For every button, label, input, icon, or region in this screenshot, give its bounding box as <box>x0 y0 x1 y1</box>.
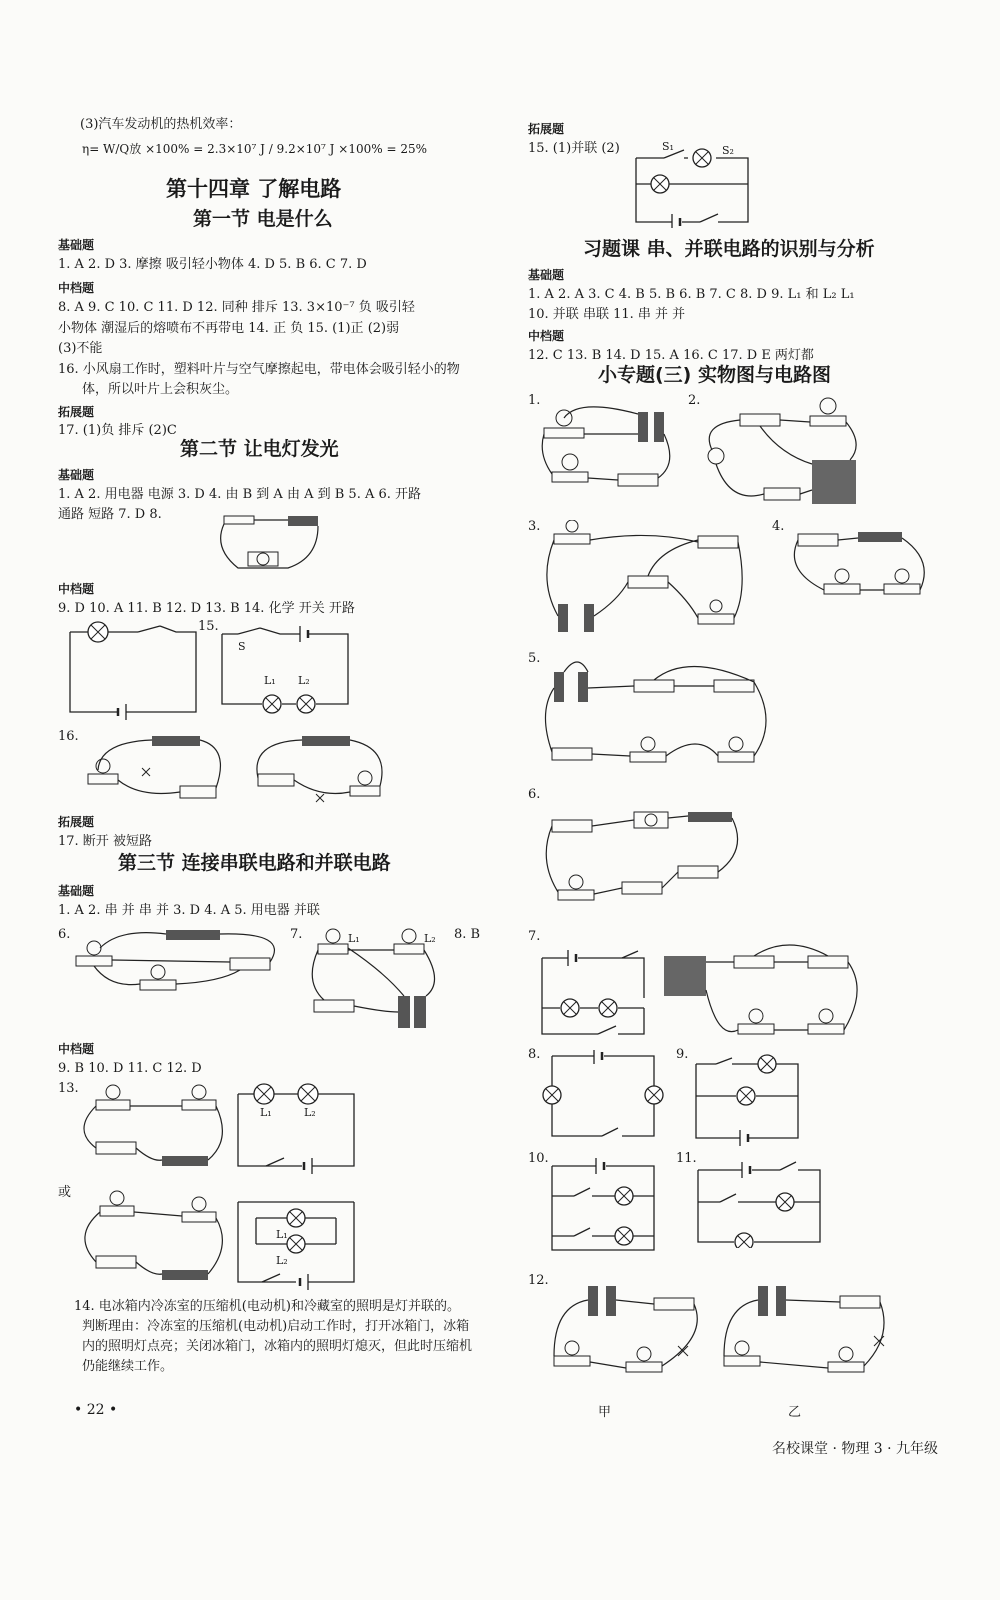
topic-9-label: 9. <box>676 1047 689 1062</box>
battery-icon <box>688 812 732 822</box>
s1-ext-answer: 17. (1)负 排斥 (2)C <box>58 423 177 438</box>
page-number: • 22 • <box>74 1402 118 1418</box>
s1-mid-ans-5: 体，所以叶片上会积灰尘。 <box>82 382 239 397</box>
switch-icon <box>138 626 160 632</box>
topic-11-circuit-diagram <box>694 1158 824 1248</box>
s3-basic-answers: 1. A 2. 串 并 串 并 3. D 4. A 5. 用电器 并联 <box>58 903 320 918</box>
s1-mid-ans-4: 16. 小风扇工作时，塑料叶片与空气摩擦起电，带电体会吸引轻小的物 <box>58 362 460 377</box>
lamp-base-icon <box>182 1100 216 1110</box>
lesson-basic-ans-1: 1. A 2. A 3. C 4. B 5. B 6. B 7. C 8. D 9. L₁ 和 L₂ L₁ <box>528 287 855 302</box>
q13b-l2-label: L₂ <box>276 1254 288 1267</box>
lamp-base-icon <box>318 944 348 954</box>
battery-icon <box>162 1156 208 1166</box>
battery-icon <box>398 996 410 1028</box>
battery-icon <box>166 930 220 940</box>
lamp-icon <box>569 875 583 889</box>
s1-mid-ans-2: 小物体 潮湿后的熔喷布不再带电 14. 正 负 15. (1)正 (2)弱 <box>58 321 400 336</box>
lamp-icon <box>710 600 722 612</box>
topic-11-label: 11. <box>676 1151 697 1166</box>
s3-basic-head: 基础题 <box>58 884 95 898</box>
switch-icon <box>602 1128 618 1136</box>
lamp-icon <box>895 569 909 583</box>
switch-icon <box>740 414 780 426</box>
q15-parallel-circuit-diagram <box>632 146 752 228</box>
lamp-base-icon <box>828 1362 864 1372</box>
switch-icon <box>96 1256 136 1268</box>
lesson-mid-head: 中档题 <box>528 329 565 343</box>
s2-ext-head: 拓展题 <box>58 815 95 829</box>
battery-icon <box>758 1286 768 1316</box>
s3-mid-head: 中档题 <box>58 1042 95 1056</box>
switch-icon <box>238 628 260 634</box>
lamp-base-icon <box>558 890 594 900</box>
lamp-icon <box>819 1009 833 1023</box>
q13-physical-circuit-a <box>72 1080 232 1176</box>
motor-icon <box>248 552 278 566</box>
q14-answer-4: 仍能继续工作。 <box>82 1359 174 1374</box>
section-2-title: 第二节 让电灯发光 <box>180 438 339 460</box>
lamp-icon <box>820 398 836 414</box>
lamp-icon <box>735 1233 753 1248</box>
lesson-basic-ans-2: 10. 并联 串联 11. 串 并 并 <box>528 307 686 322</box>
battery-icon <box>858 532 902 542</box>
lamp-base-icon <box>626 1362 662 1372</box>
lesson-title: 习题课 串、并联电路的识别与分析 <box>583 238 875 260</box>
s2-mid-answers: 9. D 10. A 11. B 12. D 13. B 14. 化学 开关 开路 <box>58 601 355 616</box>
battery-icon <box>554 672 564 702</box>
topic-8-label: 8. <box>528 1047 541 1062</box>
battery-icon <box>812 460 856 504</box>
lamp-icon <box>565 1341 579 1355</box>
lamp-base-icon <box>808 1024 844 1034</box>
lamp-icon <box>839 1347 853 1361</box>
lamp-base-icon <box>738 1024 774 1034</box>
section-3-title: 第三节 连接串联电路和并联电路 <box>118 852 391 874</box>
switch-icon <box>266 1158 284 1166</box>
lamp-base-icon <box>698 614 734 624</box>
topic-7-circuit-diagram <box>538 948 648 1038</box>
topic-4-physical-circuit <box>784 520 934 612</box>
lamp-icon <box>641 737 655 751</box>
switch-icon <box>700 214 718 222</box>
q7-l1-label: L₁ <box>348 932 360 945</box>
lamp-icon <box>192 1085 206 1099</box>
battery-icon <box>664 956 706 996</box>
lamp-base-icon <box>88 774 118 784</box>
lamp-base-icon <box>824 584 860 594</box>
efficiency-formula: η= W/Q放 ×100% = 2.3×10⁷ J / 9.2×10⁷ J ×100% = 25% <box>82 142 428 156</box>
lamp-icon <box>192 1197 206 1211</box>
lamp-base-icon <box>544 428 584 438</box>
q13-circuit-diagram-a <box>236 1080 356 1176</box>
lamp-base-icon <box>554 1356 590 1366</box>
switch-icon <box>628 576 668 588</box>
lamp-icon <box>106 1085 120 1099</box>
topic-7-label: 7. <box>528 929 541 944</box>
q16-physical-circuits <box>80 728 440 808</box>
topic-5-physical-circuit <box>538 652 778 772</box>
switch-icon <box>96 1142 136 1154</box>
topic-1-label: 1. <box>528 393 541 408</box>
topic-2-physical-circuit <box>700 394 870 510</box>
switch-icon <box>230 958 270 970</box>
s1-basic-head: 基础题 <box>58 238 95 252</box>
s1-ext-head: 拓展题 <box>58 405 95 419</box>
lesson-basic-head: 基础题 <box>528 268 565 282</box>
battery-icon <box>638 412 648 442</box>
lamp-base-icon <box>350 786 380 796</box>
lamp-base-icon <box>140 980 176 990</box>
s2-ext-answer: 17. 断开 被短路 <box>58 834 152 849</box>
switch-icon <box>714 680 754 692</box>
switch-icon <box>224 516 254 524</box>
q7-label: 7. <box>290 927 303 942</box>
battery-icon <box>152 736 200 746</box>
lamp-base-icon <box>76 956 112 966</box>
switch-icon <box>314 1000 354 1012</box>
switch-icon <box>840 1296 880 1308</box>
q13-circuit-diagram-b <box>236 1196 356 1292</box>
lamp-icon <box>729 737 743 751</box>
lamp-icon <box>87 941 101 955</box>
topic-7-physical-circuit <box>658 930 868 1050</box>
s2-basic-ans-1: 1. A 2. 用电器 电源 3. D 4. 由 B 到 A 由 A 到 B 5. A 6. 开路 <box>58 487 422 502</box>
q13b-l1-label: L₁ <box>276 1228 288 1241</box>
lamp-base-icon <box>100 1206 134 1216</box>
switch-icon <box>716 1058 732 1064</box>
motor-icon <box>708 448 724 464</box>
lamp-icon <box>110 1191 124 1205</box>
lamp-icon <box>326 929 340 943</box>
q13-l2-label: L₂ <box>304 1106 316 1119</box>
battery-icon <box>162 1270 208 1280</box>
lamp-base-icon <box>884 584 920 594</box>
battery-icon <box>288 516 318 526</box>
lamp-icon <box>151 965 165 979</box>
lamp-base-icon <box>810 416 846 426</box>
switch-icon <box>698 536 738 548</box>
lamp-icon <box>637 1347 651 1361</box>
q15-s1-label: S₁ <box>662 140 674 153</box>
q13-l1-label: L₁ <box>260 1106 272 1119</box>
topic-12-physical-circuits <box>548 1276 888 1386</box>
switch-icon <box>622 882 662 894</box>
switch-icon <box>574 1228 590 1236</box>
topic-5-label: 5. <box>528 651 541 666</box>
topic-1-physical-circuit <box>538 394 688 504</box>
s2-basic-head: 基础题 <box>58 468 95 482</box>
lamp-icon <box>566 520 578 532</box>
switch-icon <box>734 956 774 968</box>
topic-10-circuit-diagram <box>548 1156 658 1256</box>
topic-4-label: 4. <box>772 519 785 534</box>
topic-10-label: 10. <box>528 1151 549 1166</box>
lamp-icon <box>835 569 849 583</box>
lamp-base-icon <box>96 1100 130 1110</box>
q16-label: 16. <box>58 729 79 744</box>
chapter-title: 第十四章 了解电路 <box>166 177 342 201</box>
switch-icon <box>622 951 638 958</box>
q6-physical-circuit <box>70 922 290 1002</box>
figure-jia-label: 甲 <box>598 1405 612 1420</box>
q6-label: 6. <box>58 927 71 942</box>
lamp-base-icon <box>182 1212 216 1222</box>
switch-icon <box>552 820 592 832</box>
switch-icon <box>598 1026 616 1034</box>
lamp-icon <box>749 1009 763 1023</box>
q14-answer-2: 判断理由：冷冻室的压缩机(电动机)启动工作时，打开冰箱门，冰箱 <box>82 1319 470 1334</box>
q14-circuit-diagram <box>68 620 198 720</box>
topic-12-label: 12. <box>528 1273 549 1288</box>
lamp-base-icon <box>630 752 666 762</box>
ext-head: 拓展题 <box>528 122 565 136</box>
or-label: 或 <box>58 1185 72 1200</box>
switch-icon <box>634 680 674 692</box>
s1-mid-ans-1: 8. A 9. C 10. C 11. D 12. 同种 排斥 13. 3×10⁻⁷ 负 吸引轻 <box>58 300 415 315</box>
q8-physical-circuit <box>208 508 328 580</box>
switch-icon <box>808 956 848 968</box>
q15-switch-label: S <box>238 640 246 653</box>
book-footer: 名校课堂 · 物理 3 · 九年级 <box>772 1441 939 1457</box>
lamp-base-icon <box>552 472 588 482</box>
topic-3-label: 3. <box>528 519 541 534</box>
lamp-icon <box>402 929 416 943</box>
switch-icon <box>720 1194 736 1202</box>
q7-l2-label: L₂ <box>424 932 436 945</box>
q15-l2-label: L₂ <box>298 674 310 687</box>
switch-icon <box>552 748 592 760</box>
switch-icon <box>574 1188 590 1196</box>
switch-icon <box>180 786 216 798</box>
lamp-base-icon <box>554 534 590 544</box>
q15-label: 15. <box>198 619 219 634</box>
lamp-icon <box>358 771 372 785</box>
lamp-icon <box>735 1341 749 1355</box>
topic-3-physical-circuit <box>538 520 758 640</box>
s1-mid-head: 中档题 <box>58 281 95 295</box>
topic-6-physical-circuit <box>538 790 748 910</box>
topic-6-label: 6. <box>528 787 541 802</box>
lamp-icon <box>562 454 578 470</box>
topic-9-circuit-diagram <box>692 1052 802 1148</box>
topic-title: 小专题(三) 实物图与电路图 <box>598 364 831 386</box>
lamp-base-icon <box>394 944 424 954</box>
s2-mid-head: 中档题 <box>58 582 95 596</box>
switch-icon <box>780 1162 796 1170</box>
figure-yi-label: 乙 <box>788 1405 802 1420</box>
battery-icon <box>588 1286 598 1316</box>
s3-mid-answers: 9. B 10. D 11. C 12. D <box>58 1061 202 1076</box>
q15-l1-label: L₁ <box>264 674 276 687</box>
efficiency-intro: (3)汽车发动机的热机效率： <box>80 117 242 132</box>
section-1-title: 第一节 电是什么 <box>193 208 333 230</box>
s2-basic-ans-2: 通路 短路 7. D 8. <box>58 507 162 522</box>
switch-icon <box>618 474 658 486</box>
q14-answer-1: 14. 电冰箱内冷冻室的压缩机(电动机)和冷藏室的照明是灯并联的。 <box>74 1299 460 1314</box>
switch-icon <box>798 534 838 546</box>
ext-answer: 15. (1)并联 (2) <box>528 141 620 156</box>
topic-8-circuit-diagram <box>538 1050 668 1146</box>
s1-mid-ans-3: (3)不能 <box>58 341 103 356</box>
topic-2-label: 2. <box>688 393 701 408</box>
lamp-base-icon <box>724 1356 760 1366</box>
lesson-mid-answers: 12. C 13. B 14. D 15. A 16. C 17. D E 两灯都 <box>528 348 814 363</box>
q13-label: 13. <box>58 1081 79 1096</box>
switch-icon <box>258 774 294 786</box>
s1-basic-answers: 1. A 2. D 3. 摩擦 吸引轻小物体 4. D 5. B 6. C 7. D <box>58 257 367 272</box>
q8-answer: 8. B <box>454 927 481 942</box>
switch-icon <box>262 1274 280 1282</box>
battery-icon <box>558 604 568 632</box>
q14-answer-3: 内的照明灯点亮；关闭冰箱门，冰箱内的照明灯熄灭，但此时压缩机 <box>82 1339 473 1354</box>
q15-l2-label: S₂ <box>722 144 734 157</box>
lamp-base-icon <box>718 752 754 762</box>
switch-icon <box>678 866 718 878</box>
q13-physical-circuit-b <box>72 1186 232 1286</box>
battery-icon <box>302 736 350 746</box>
switch-icon <box>764 488 800 500</box>
switch-icon <box>654 1298 694 1310</box>
